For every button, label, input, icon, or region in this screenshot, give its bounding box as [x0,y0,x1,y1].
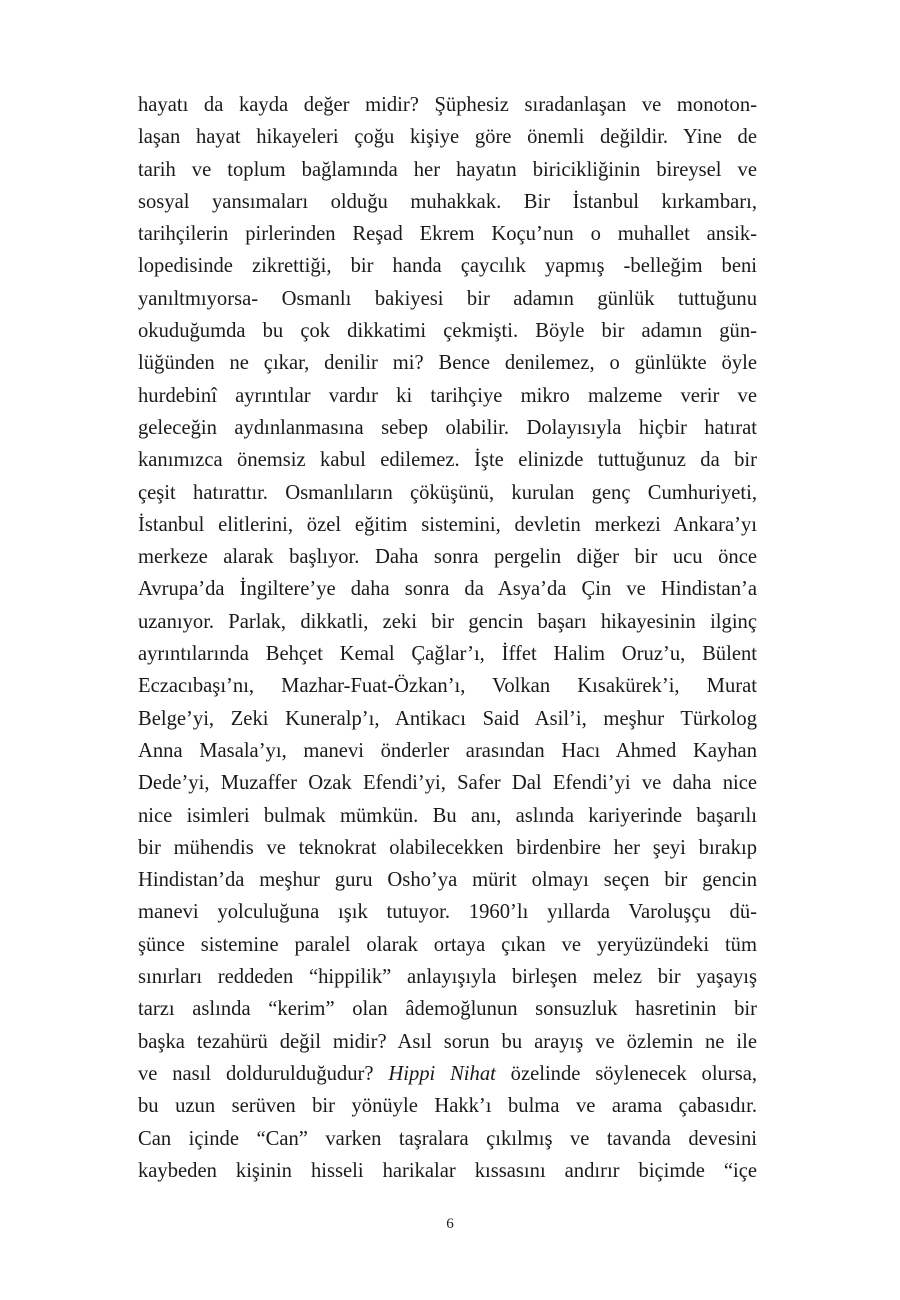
text-line: merkeze alarak başlıyor. Daha sonra pergelin diğer bir ucu önce [138,546,757,569]
text-line: laşan hayat hikayeleri çoğu kişiye göre önemli değildir. Yine de [138,126,757,149]
text-line: başka tezahürü değil midir? Asıl sorun bu arayış ve özlemin ne ile [138,1030,757,1053]
text-line: İstanbul elitlerini, özel eğitim sistemini, devletin merkezi Ankara’yı [138,513,757,536]
text-line: hurdebinî ayrıntılar vardır ki tarihçiye mikro malzeme verir ve [138,384,757,407]
text-line: Hindistan’da meşhur guru Osho’ya mürit olmayı seçen bir gencin [138,869,757,892]
text-line: Anna Masala’yı, manevi önderler arasından Hacı Ahmed Kayhan [138,739,757,762]
text-line: lopedisinde zikrettiği, bir handa çaycılık yapmış -belleğim beni [138,255,757,278]
text-line: geleceğin aydınlanmasına sebep olabilir. Dolayısıyla hiçbir hatırat [138,416,757,439]
text-line: Dede’yi, Muzaffer Ozak Efendi’yi, Safer Dal Efendi’yi ve daha nice [138,772,757,795]
text-line: uzanıyor. Parlak, dikkatli, zeki bir gencin başarı hikayesinin ilginç [138,610,757,633]
text-line: tarihçilerin pirlerinden Reşad Ekrem Koçu’nun o muhallet ansik- [138,223,757,246]
text-line: bir mühendis ve teknokrat olabilecekken birdenbire her şeyi bırakıp [138,836,757,859]
text-line: Belge’yi, Zeki Kuneralp’ı, Antikacı Said Asil’i, meşhur Türkolog [138,707,757,730]
text-line: kanımızca önemsiz kabul edilemez. İşte elinizde tuttuğunuz da bir [138,449,757,472]
text-line: bu uzun serüven bir yönüyle Hakk’ı bulma ve arama çabasıdır. [138,1095,757,1118]
text-line: nice isimleri bulmak mümkün. Bu anı, aslında kariyerinde başarılı [138,804,757,827]
text-line: Can içinde “Can” varken taşralara çıkılmış ve tavanda devesini [138,1127,757,1150]
text-line: şünce sistemine paralel olarak ortaya çıkan ve yeryüzündeki tüm [138,933,757,956]
text-line: sınırları reddeden “hippilik” anlayışıyla birleşen melez bir yaşayış [138,966,757,989]
text-line: ayrıntılarında Behçet Kemal Çağlar’ı, İffet Halim Oruz’u, Bülent [138,643,757,666]
text-line: hayatı da kayda değer midir? Şüphesiz sıradanlaşan ve monoton- [138,94,757,116]
text-line: çeşit hatırattır. Osmanlıların çöküşünü, kurulan genç Cumhuriyeti, [138,481,757,504]
text-line: yanıltmıyorsa- Osmanlı bakiyesi bir adamın günlük tuttuğunu [138,287,757,310]
page-number: 6 [446,1216,454,1232]
text-line: sosyal yansımaları olduğu muhakkak. Bir İstanbul kırkambarı, [138,190,757,213]
text-line: Avrupa’da İngiltere’ye daha sonra da Asya’da Çin ve Hindistan’a [138,578,757,601]
text-line-with-italic [138,1058,757,1090]
text-line: okuduğumda bu çok dikkatimi çekmişti. Böyle bir adamın gün- [138,320,757,343]
text-line: Eczacıbaşı’nı, Mazhar-Fuat-Özkan’ı, Volkan Kısakürek’i, Murat [138,675,757,698]
text-line: lüğünden ne çıkar, denilir mi? Bence denilemez, o günlükte öyle [138,352,757,375]
book-title-italic: Hippi Nihat [388,1062,496,1085]
text-line: kaybeden kişinin hisseli harikalar kıssasını andırır biçimde “içe [138,1159,757,1182]
text-line: tarzı aslında “kerim” olan âdemoğlunun sonsuzluk hasretinin bir [138,998,757,1021]
text-segment: ve nasıl doldurulduğudur? [138,1062,389,1085]
text-line: tarih ve toplum bağlamında her hayatın biricikliğinin bireysel ve [138,158,757,181]
body-text [138,89,757,1187]
text-segment: özelinde söylenecek olursa, [495,1062,757,1085]
text-line: manevi yolculuğuna ışık tutuyor. 1960’lı yıllarda Varoluşçu dü- [138,901,757,924]
